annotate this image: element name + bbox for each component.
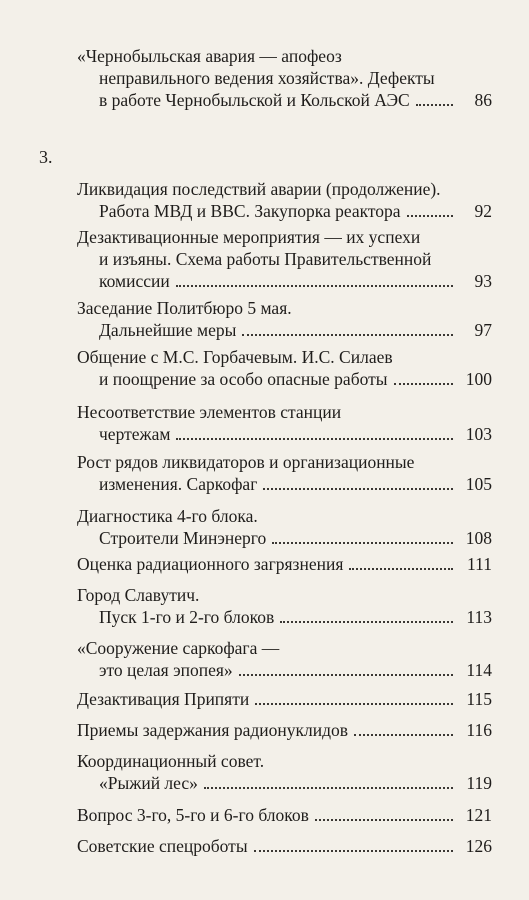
toc-entry [77, 346, 457, 390]
toc-entry [77, 297, 457, 341]
toc-entry-line [77, 200, 457, 222]
toc-entry-line: неправильного ведения хозяйства». Дефекты [99, 68, 435, 88]
toc-entry [77, 719, 457, 741]
dot-leader [263, 488, 453, 490]
dot-leader [349, 568, 453, 570]
toc-entry-intro [77, 45, 457, 111]
dot-leader [239, 674, 453, 676]
toc-entry-line: и изъяны. Схема работы Правительственной [99, 249, 432, 269]
toc-entry-line: «Сооружение саркофага — [77, 638, 280, 658]
toc-entry-line [77, 368, 457, 390]
toc-page-number: 105 [465, 474, 492, 494]
toc-entry [77, 835, 457, 857]
toc-entry-line [77, 719, 457, 741]
dot-leader [272, 542, 453, 544]
toc-page-number: 97 [474, 320, 492, 340]
dot-leader [176, 438, 453, 440]
toc-entry-text: Вопрос 3-го, 5-го и 6-го блоков [77, 805, 309, 825]
toc-entry-line [77, 319, 457, 341]
toc-page-number: 93 [474, 271, 492, 291]
toc-page-number: 116 [466, 720, 492, 740]
toc-entry-text: «Рыжий лес» [99, 773, 198, 793]
toc-entry-line: Несоответствие элементов станции [77, 402, 342, 422]
toc-entry [77, 804, 457, 826]
dot-leader [204, 787, 453, 789]
dot-leader [280, 621, 453, 623]
toc-entry [77, 553, 457, 575]
toc-page-number: 86 [474, 90, 492, 110]
toc-entry-text: Советские спецроботы [77, 836, 248, 856]
toc-entry [77, 637, 457, 681]
toc-page-number: 108 [465, 528, 492, 548]
toc-page-number: 100 [465, 369, 492, 389]
toc-entry [77, 750, 457, 794]
toc-entry [77, 584, 457, 628]
toc-page-number: 114 [466, 660, 492, 680]
dot-leader [407, 215, 453, 217]
toc-entry-text: комиссии [99, 271, 170, 291]
dot-leader [176, 285, 453, 287]
dot-leader [242, 334, 453, 336]
toc-entry-line [77, 89, 457, 111]
toc-page-number: 126 [465, 836, 492, 856]
toc-entry-text: в работе Чернобыльской и Кольской АЭС [99, 90, 410, 110]
dot-leader [315, 819, 453, 821]
dot-leader [254, 850, 453, 852]
toc-entry-text: изменения. Саркофаг [99, 474, 258, 494]
toc-entry-line: Диагностика 4-го блока. [77, 506, 258, 526]
toc-page-number: 119 [466, 773, 492, 793]
toc-entry-line [77, 606, 457, 628]
toc-entry [77, 178, 457, 222]
toc-entry-line: Заседание Политбюро 5 мая. [77, 298, 292, 318]
toc-entry-line [77, 688, 457, 710]
toc-entry [77, 688, 457, 710]
toc-entry-line [77, 527, 457, 549]
dot-leader [416, 104, 453, 106]
toc-entry-line [77, 423, 457, 445]
toc-entry-text: Дальнейшие меры [99, 320, 237, 340]
dot-leader [394, 383, 453, 385]
toc-entry-line: Координационный совет. [77, 751, 265, 771]
toc-entry [77, 401, 457, 445]
toc-page-number: 111 [467, 554, 492, 574]
toc-entry-line [77, 270, 457, 292]
toc-page-number: 113 [466, 607, 492, 627]
toc-entry-line [77, 659, 457, 681]
toc-entry-text: Строители Минэнерго [99, 528, 267, 548]
toc-entry-line [77, 804, 457, 826]
toc-entry [77, 451, 457, 495]
toc-entry-line: Город Славутич. [77, 585, 200, 605]
toc-entry-text: и поощрение за особо опасные работы [99, 369, 388, 389]
dot-leader [354, 734, 453, 736]
toc-page-number: 92 [474, 201, 492, 221]
toc-entry-text: Пуск 1-го и 2-го блоков [99, 607, 275, 627]
toc-entry-text: это целая эпопея» [99, 660, 233, 680]
toc-entry [77, 505, 457, 549]
toc-page-number: 121 [465, 805, 492, 825]
toc-entry-line: Ликвидация последствий аварии (продолжение). [77, 179, 441, 199]
toc-entry [77, 226, 457, 292]
toc-entry-text: Дезактивация Припяти [77, 689, 250, 709]
toc-entry-line: «Чернобыльская авария — апофеоз [77, 46, 342, 66]
toc-page-number: 115 [466, 689, 492, 709]
toc-entry-text: Приемы задержания радионуклидов [77, 720, 349, 740]
toc-entry-line: Рост рядов ликвидаторов и организационные [77, 452, 415, 472]
toc-entry-text: Работа МВД и ВВС. Закупорка реактора [99, 201, 401, 221]
toc-entry-line: Дезактивационные мероприятия — их успехи [77, 227, 421, 247]
toc-entry-line [77, 835, 457, 857]
toc-entry-line [77, 473, 457, 495]
toc-entry-text: Оценка радиационного загрязнения [77, 554, 344, 574]
toc-page-number: 103 [465, 424, 492, 444]
toc-entry-line: Общение с М.С. Горбачевым. И.С. Силаев [77, 347, 393, 367]
section-number: 3. [39, 147, 53, 167]
toc-entry-line [77, 772, 457, 794]
toc-entry-text: чертежам [99, 424, 171, 444]
toc-entry-line [77, 553, 457, 575]
dot-leader [255, 703, 453, 705]
